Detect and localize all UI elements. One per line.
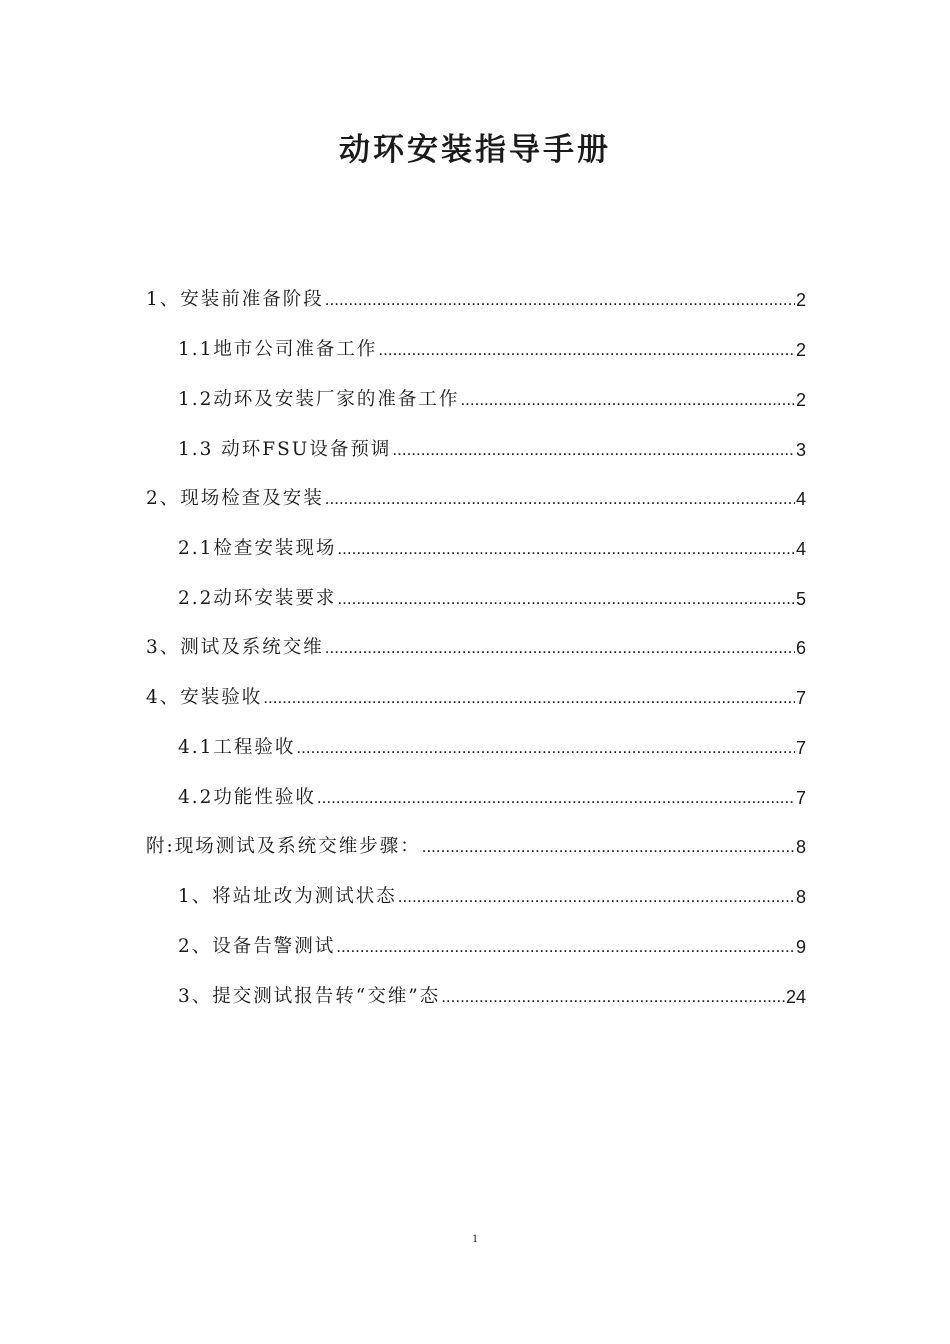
toc-entry-page: 6 [795, 638, 806, 658]
toc-entry-page: 4 [795, 539, 806, 559]
toc-entry[interactable] [178, 535, 806, 563]
toc-entry[interactable] [178, 734, 806, 762]
toc-leader-dots [325, 485, 795, 513]
toc-entry-label: 1、安装前准备阶段 [146, 289, 324, 310]
toc-entry-page: 7 [795, 738, 806, 758]
toc-entry-page: 3 [795, 440, 806, 460]
toc-entry-page: 5 [795, 589, 806, 609]
toc-entry-page: 8 [795, 887, 806, 907]
toc-leader-dots [460, 386, 795, 414]
toc-entry[interactable] [178, 386, 806, 414]
toc-entry-label: 4.2功能性验收 [178, 787, 316, 808]
toc-entry[interactable] [146, 286, 806, 314]
toc-entry-label: 2、现场检查及安装 [146, 488, 324, 509]
page-number: 1 [472, 1231, 478, 1245]
toc-entry-label: 3、测试及系统交维 [146, 637, 324, 658]
toc-leader-dots [422, 833, 795, 861]
toc-entry-label: 2、设备告警测试 [178, 936, 336, 957]
toc-leader-dots [337, 535, 795, 563]
toc-leader-dots [263, 684, 795, 712]
toc-entry-label: 4、安装验收 [146, 687, 263, 708]
toc-entry-label: 附:现场测试及系统交维步骤： [146, 836, 421, 857]
toc-entry-page: 4 [795, 489, 806, 509]
toc-leader-dots [296, 734, 795, 762]
toc-entry[interactable] [178, 883, 806, 911]
toc-entry[interactable] [178, 585, 806, 613]
toc-leader-dots [378, 336, 795, 364]
toc-entry-page: 24 [785, 987, 806, 1007]
toc-leader-dots [336, 933, 795, 961]
toc-entry[interactable] [146, 833, 806, 861]
toc-leader-dots [441, 983, 785, 1011]
toc-entry-page: 2 [795, 390, 806, 410]
toc-entry-label: 2.1检查安装现场 [178, 538, 337, 559]
toc-leader-dots [398, 883, 795, 911]
toc-entry[interactable] [178, 983, 806, 1011]
toc-entry-page: 2 [795, 290, 806, 310]
toc-entry-page: 8 [795, 837, 806, 857]
toc-entry[interactable] [146, 634, 806, 662]
document-title: 动环安装指导手册 [339, 132, 611, 168]
toc-entry[interactable] [178, 436, 806, 464]
toc-entry-label: 1.3 动环FSU设备预调 [178, 439, 392, 460]
toc-entry-page: 7 [795, 688, 806, 708]
toc-entry-label: 2.2动环安装要求 [178, 588, 337, 609]
toc-entry[interactable] [146, 684, 806, 712]
toc-entry[interactable] [178, 336, 806, 364]
toc-entry-label: 1、将站址改为测试状态 [178, 886, 397, 907]
toc-entry-page: 7 [795, 788, 806, 808]
toc-entry-label: 4.1工程验收 [178, 737, 296, 758]
toc-entry-label: 1.2动环及安装厂家的准备工作 [178, 389, 460, 410]
toc-entry[interactable] [146, 485, 806, 513]
toc-entry[interactable] [178, 784, 806, 812]
toc-entry-label: 1.1地市公司准备工作 [178, 339, 378, 360]
toc-leader-dots [325, 634, 795, 662]
toc-leader-dots [317, 784, 795, 812]
toc-entry[interactable] [178, 933, 806, 961]
toc-leader-dots [325, 286, 795, 314]
toc-leader-dots [337, 585, 795, 613]
toc-entry-page: 9 [795, 937, 806, 957]
toc-entry-page: 2 [795, 340, 806, 360]
toc-entry-label: 3、提交测试报告转“交维”态 [178, 986, 441, 1007]
toc-leader-dots [392, 436, 795, 464]
